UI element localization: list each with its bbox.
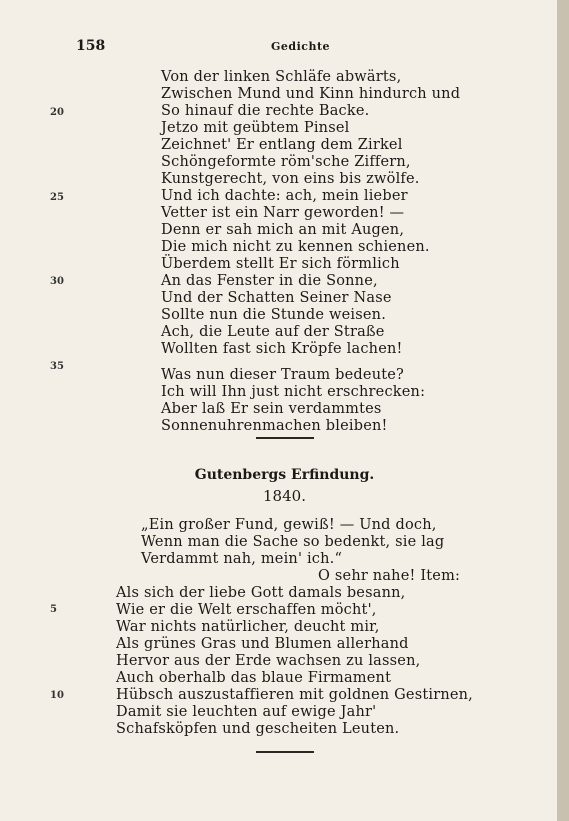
- end-divider: [256, 751, 314, 753]
- poem-line: Was nun dieser Traum bedeute?: [161, 367, 405, 383]
- line-number: 5: [50, 604, 57, 615]
- poem-line: Zeichnet' Er entlang dem Zirkel: [161, 137, 403, 153]
- page-edge: [557, 0, 569, 821]
- poem-line: Schöngeformte röm'sche Ziffern,: [161, 154, 411, 170]
- poem-line: So hinauf die rechte Backe.: [161, 103, 370, 119]
- poem-line: Ich will Ihn just nicht erschrecken:: [161, 384, 426, 400]
- poem-line: Vetter ist ein Narr geworden! —: [161, 205, 405, 221]
- poem-line: An das Fenster in die Sonne,: [161, 273, 378, 289]
- section-divider: [256, 437, 314, 439]
- line-number: 20: [50, 107, 64, 118]
- line-number: 30: [50, 276, 64, 287]
- page-number: 158: [76, 38, 106, 54]
- poem-line: Zwischen Mund und Kinn hindurch und: [161, 86, 461, 102]
- poem-line: Sollte nun die Stunde weisen.: [161, 307, 386, 323]
- poem-line: Und der Schatten Seiner Nase: [161, 290, 392, 306]
- line-number: 35: [50, 361, 64, 372]
- poem-line: War nichts natürlicher, deucht mir,: [116, 619, 380, 635]
- running-title: Gedichte: [271, 40, 331, 53]
- poem-line: Schafsköpfen und gescheiten Leuten.: [116, 721, 400, 737]
- poem-line: Überdem stellt Er sich förmlich: [161, 256, 400, 272]
- poem-line: Auch oberhalb das blaue Firmament: [116, 670, 392, 686]
- poem-line: Ach, die Leute auf der Straße: [161, 324, 385, 340]
- poem-line: „Ein großer Fund, gewiß! — Und doch,: [141, 517, 437, 533]
- poem-line: Und ich dachte: ach, mein lieber: [161, 188, 408, 204]
- poem-line: Als sich der liebe Gott damals besann,: [116, 585, 406, 601]
- poem-title: Gutenbergs Erfindung.: [194, 467, 375, 483]
- line-number: 10: [50, 690, 64, 701]
- poem-year: 1840.: [263, 487, 306, 505]
- poem-line: Sonnenuhrenmachen bleiben!: [161, 418, 388, 434]
- poem-line: Hervor aus der Erde wachsen zu lassen,: [116, 653, 421, 669]
- line-number: 25: [50, 192, 64, 203]
- poem-line: Jetzo mit geübtem Pinsel: [161, 120, 350, 136]
- poem-line: Die mich nicht zu kennen schienen.: [161, 239, 430, 255]
- poem-line: Kunstgerecht, von eins bis zwölfe.: [161, 171, 420, 187]
- poem-line: Als grünes Gras und Blumen allerhand: [116, 636, 409, 652]
- poem-line: Damit sie leuchten auf ewige Jahr': [116, 704, 377, 720]
- poem-line: O sehr nahe! Item:: [318, 568, 461, 584]
- poem-line: Verdammt nah, mein' ich.“: [141, 551, 343, 567]
- poem-line: Denn er sah mich an mit Augen,: [161, 222, 405, 238]
- poem-line: Aber laß Er sein verdammtes: [161, 401, 382, 417]
- poem-line: Hübsch auszustaffieren mit goldnen Gestirnen,: [116, 687, 473, 703]
- poem-line: Wie er die Welt erschaffen möcht',: [116, 602, 377, 618]
- poem-line: Wenn man die Sache so bedenkt, sie lag: [141, 534, 445, 550]
- poem-line: Von der linken Schläfe abwärts,: [161, 69, 402, 85]
- poem-line: Wollten fast sich Kröpfe lachen!: [161, 341, 403, 357]
